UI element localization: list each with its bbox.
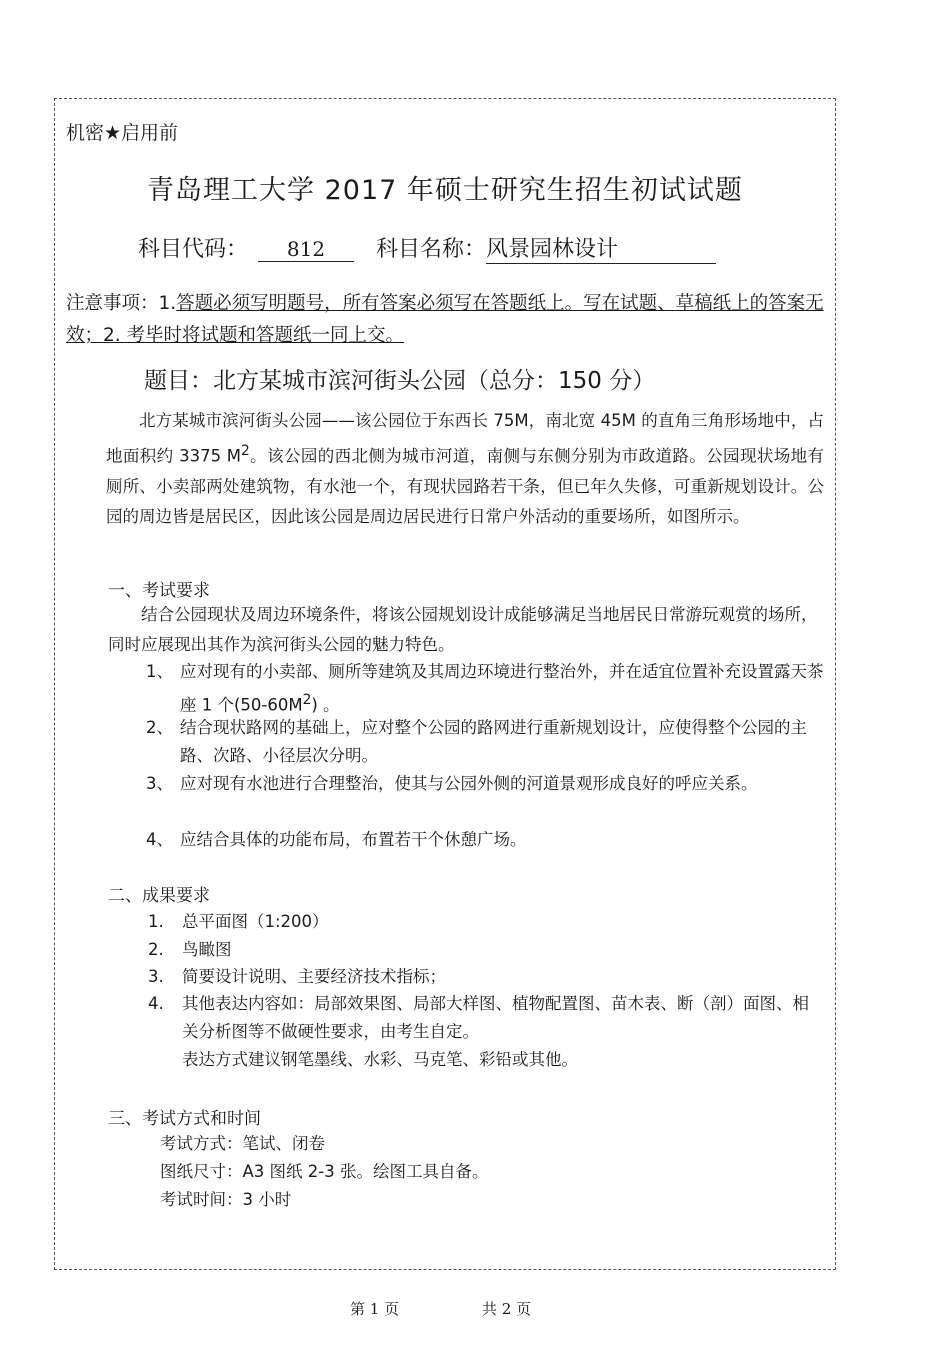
notice-item-num: 1. <box>158 293 177 314</box>
list-item <box>148 908 824 936</box>
item-text: 应对现有水池进行合理整治，使其与公园外侧的河道景观形成良好的呼应关系。 <box>180 774 758 793</box>
page-number: 第 1 页 <box>350 1300 400 1318</box>
notice-label: 注意事项： <box>66 293 159 314</box>
item-number: 2. <box>148 940 164 959</box>
item-text: 简要设计说明、主要经济技术指标； <box>182 967 446 986</box>
subject-code-label: 科目代码： <box>138 237 249 262</box>
notice-text: 答题必须写明题号，所有答案必须写在答题纸上。写在试题、草稿纸上的答案无效；2. 考毕时将试题和答题纸一同上交。 <box>66 293 824 346</box>
item-number: 1、 <box>146 662 173 681</box>
subject-code: 812 <box>258 237 354 262</box>
confidential-label: 机密★启用前 <box>66 122 179 144</box>
paper-size: 图纸尺寸：A3 图纸 2-3 张。绘图工具自备。 <box>160 1162 489 1181</box>
section2-heading: 二、成果要求 <box>108 886 210 906</box>
list-item <box>148 990 824 1046</box>
item-text: 其他表达内容如：局部效果图、局部大样图、植物配置图、苗木表、断（剖）面图、相关分析图等不做硬性要求，由考生自定。 <box>182 994 809 1041</box>
item-number: 2、 <box>146 718 173 737</box>
intro-text-a: 北方某城市滨河街头公园——该公园位于东西长 75M，南北宽 45M 的直角三角形场地中，占地面积约 3375 M <box>106 411 824 466</box>
exam-method: 考试方式：笔试、闭卷 <box>160 1134 325 1153</box>
list-item <box>148 936 824 964</box>
item-number: 1. <box>148 912 164 931</box>
section3-heading: 三、考试方式和时间 <box>108 1109 261 1129</box>
notice <box>66 288 826 352</box>
item-text: 应对现有的小卖部、厕所等建筑及其周边环境进行整治外，并在适宜位置补充设置露天茶座 1 个(50-60M <box>180 662 824 715</box>
list-item <box>146 714 824 770</box>
list-item <box>146 770 824 798</box>
question-intro <box>106 406 824 532</box>
item-text: 总平面图（1:200） <box>182 912 329 931</box>
page-title: 青岛理工大学 2017 年硕士研究生招生初试试题 <box>147 175 743 206</box>
item-number: 3、 <box>146 774 173 793</box>
item-text-end: ) 。 <box>311 695 340 715</box>
item-number: 4、 <box>146 830 173 849</box>
subject-row <box>138 232 716 264</box>
intro-text-b: 。该公园的西北侧为城市河道，南侧与东侧分别为市政道路。公园现状场地有厕所、小卖部两处建筑物，有水池一个，有现状园路若干条，但已年久失修，可重新规划设计。公园的周边皆是居民区，因此该公园是周边居民进行日常户外活动的重要场所，如图所示。 <box>106 446 824 526</box>
subject-name-label: 科目名称： <box>376 237 487 262</box>
list-item <box>148 963 824 991</box>
section1-heading: 一、考试要求 <box>108 581 210 601</box>
section1-intro: 结合公园现状及周边环境条件，将该公园规划设计成能够满足当地居民日常游玩观赏的场所，同时应展现出其作为滨河街头公园的魅力特色。 <box>108 605 818 654</box>
item-text: 应结合具体的功能布局，布置若干个休憩广场。 <box>180 830 527 849</box>
list-item <box>146 658 824 720</box>
subject-name: 风景园林设计 <box>486 232 716 264</box>
exam-time: 考试时间：3 小时 <box>160 1190 292 1209</box>
item-sup: 2 <box>302 692 312 708</box>
total-pages: 共 2 页 <box>482 1300 532 1318</box>
item-number: 3. <box>148 967 164 986</box>
item-text: 鸟瞰图 <box>182 940 232 959</box>
question-title: 题目：北方某城市滨河街头公园（总分：150 分） <box>144 368 656 394</box>
section2-extra: 表达方式建议钢笔墨线、水彩、马克笔、彩铅或其他。 <box>182 1050 578 1069</box>
list-item <box>146 826 824 854</box>
item-text: 结合现状路网的基础上，应对整个公园的路网进行重新规划设计，应使得整个公园的主路、次路、小径层次分明。 <box>180 718 807 765</box>
item-number: 4. <box>148 994 164 1013</box>
intro-sup: 2 <box>241 443 250 459</box>
